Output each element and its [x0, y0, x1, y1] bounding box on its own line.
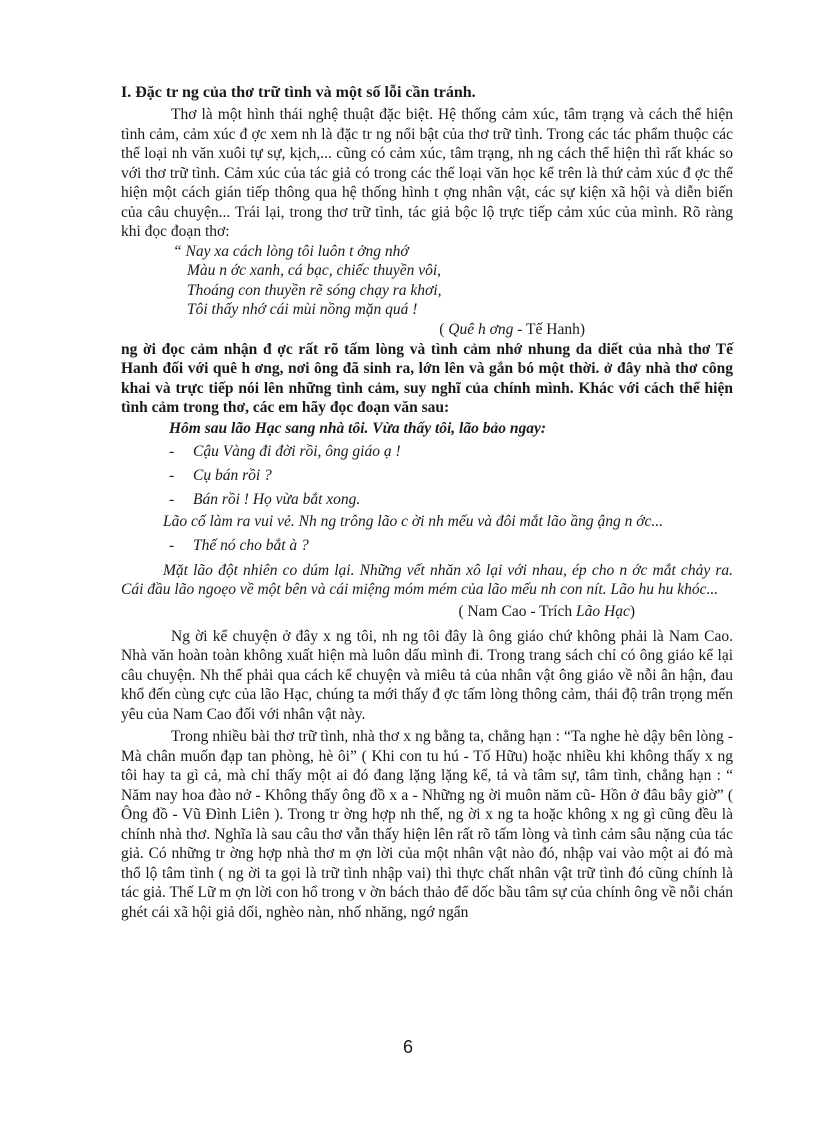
paragraph-analysis: ng ời đọc cảm nhận đ ợc rất rõ tấm lòng và tình cảm nhớ nhung da diết của nhà thơ Tế Hanh đối với quê h ơng, nơi ông đã sinh ra, lớn lên và gắn bó một thời. ở đây nhà thơ công khai và trực tiếp nói lên những tình cảm, suy nghĩ của chính mình. Khác với cách thể hiện tình cảm trong thơ, các em hãy đọc đoạn văn sau: — [121, 340, 733, 416]
prose-quote-paragraph: Mặt lão đột nhiên co dúm lại. Những vết nhăn xô lại với nhau, ép cho n ớc mắt chảy ra. Cái đầu lão ngoẹo về một bên và cái miệng móm mém của lão mếu nh con nít. Lão hu hu khóc... — [121, 561, 733, 598]
poem-line: “ Nay xa cách lòng tôi luôn t ởng nhớ — [173, 242, 409, 260]
paragraph-narrator: Ng ời kể chuyện ở đây x ng tôi, nh ng tôi đây là ông giáo chứ không phải là Nam Cao. Nhà văn hoàn toàn không xuất hiện mà luôn dấu mình đi. Trong trang sách chỉ có ông giáo kể lại câu chuyện. Nh thế phải qua cách kể chuyện và miêu tả của nhân vật ông giáo về nỗi ân hận, đau khổ đến cùng cực của lão Hạc, chúng ta mới thấy đ ợc tấm lòng thông cảm, thái độ trân trọng mến yêu của Nam Cao đối với nhân vật này. — [121, 627, 733, 723]
dialog-line: - Bán rồi ! Họ vừa bắt xong. — [169, 490, 361, 508]
poem-source-author: - Tế Hanh) — [513, 320, 585, 338]
dialog-line: - Thế nó cho bắt à ? — [169, 536, 309, 554]
poem-source-title: Quê h ơng — [448, 320, 514, 338]
poem-line: Màu n ớc xanh, cá bạc, chiếc thuyền vôi, — [187, 262, 442, 279]
prose-quote-paragraph: Lão cố làm ra vui vẻ. Nh ng trông lão c ời nh mếu và đôi mắt lão ầng ậng n ớc... — [163, 512, 664, 530]
section-heading: I. Đặc tr ng của thơ trữ tình và một số lỗi cần tránh. — [121, 84, 476, 101]
document-page — [121, 83, 733, 922]
poem-quote — [173, 242, 733, 320]
prose-quote-lead: Hôm sau lão Hạc sang nhà tôi. Vừa thấy tôi, lão bảo ngay: — [169, 419, 547, 437]
prose-source: ( Nam Cao - Trích Lão Hạc) — [458, 602, 635, 620]
poem-source: ( Quê h ơng - Tế Hanh) — [439, 320, 585, 338]
dialog-line: - Cậu Vàng đi đời rồi, ông giáo ạ ! — [169, 442, 401, 460]
poem-line: Thoáng con thuyền rẽ sóng chạy ra khơi, — [187, 281, 442, 299]
paragraph-lyric-voice: Trong nhiều bài thơ trữ tình, nhà thơ x ng bằng ta, chẳng hạn : “Ta nghe hè dậy bên lòng - Mà chân muốn đạp tan phòng, hè ôi” ( Khi con tu hú - Tố Hữu) hoặc nhiều khi không thấy x ng tôi hay ta gì cả, mà chỉ thấy một ai đó đang lặng lặng kể, tả và tâm sự, tâm tình, chẳng hạn : “ Năm nay hoa đào nở - Không thấy ông đồ x a - Những ng ời muôn năm cũ- Hồn ở đâu bây giờ” ( Ông đồ - Vũ Đình Liên ). Trong tr ờng hợp nh thế, ng ời x ng ta hoặc không x ng gì cũng đều là chính nhà thơ. Nghĩa là sau câu thơ vẫn thấy hiện lên rất rõ tấm lòng và tình cảm sâu nặng của tác giả. Có những tr ờng hợp nhà thơ m ợn lời của một nhân vật nào đó, nhập vai vào một ai đó mà thổ lộ tâm tình ( ng ời ta gọi là trữ tình nhập vai) thì thực chất nhân vật trữ tình đó cũng chính là tác giả. Thế Lữ m ợn lời con hổ trong v ờn bách thảo để dốc bầu tâm sự của chính ông về nỗi chán ghét cái xã hội giả dối, nghèo nàn, nhố nhăng, ngớ ngẩn — [121, 728, 733, 921]
poem-line: Tôi thấy nhớ cái mùi nồng mặn quá ! — [187, 301, 418, 318]
paragraph-intro: Thơ là một hình thái nghệ thuật đặc biệt. Hệ thống cảm xúc, tâm trạng và cách thể hiện tình cảm, cảm xúc đ ợc xem nh là đặc tr ng nổi bật của thơ trữ tình. Trong các tác phẩm thuộc các thể loại nh văn xuôi tự sự, kịch,... cũng có cảm xúc, tâm trạng, nh ng cách thể hiện thì rất khác so với thơ trữ tình. Cảm xúc của tác giả có trong các thể loại văn học kể trên là thứ cảm xúc đ ợc thể hiện một cách gián tiếp thông qua hệ thống hình t ợng nhân vật, các sự kiện xã hội và diễn biến của câu chuyện... Trái lại, trong thơ trữ tình, tác giả bộc lộ trực tiếp cảm xúc của mình. Rõ ràng khi đọc đoạn thơ: — [121, 106, 733, 240]
dialog-line: - Cụ bán rồi ? — [169, 466, 272, 484]
page-number: 6 — [402, 1037, 413, 1057]
